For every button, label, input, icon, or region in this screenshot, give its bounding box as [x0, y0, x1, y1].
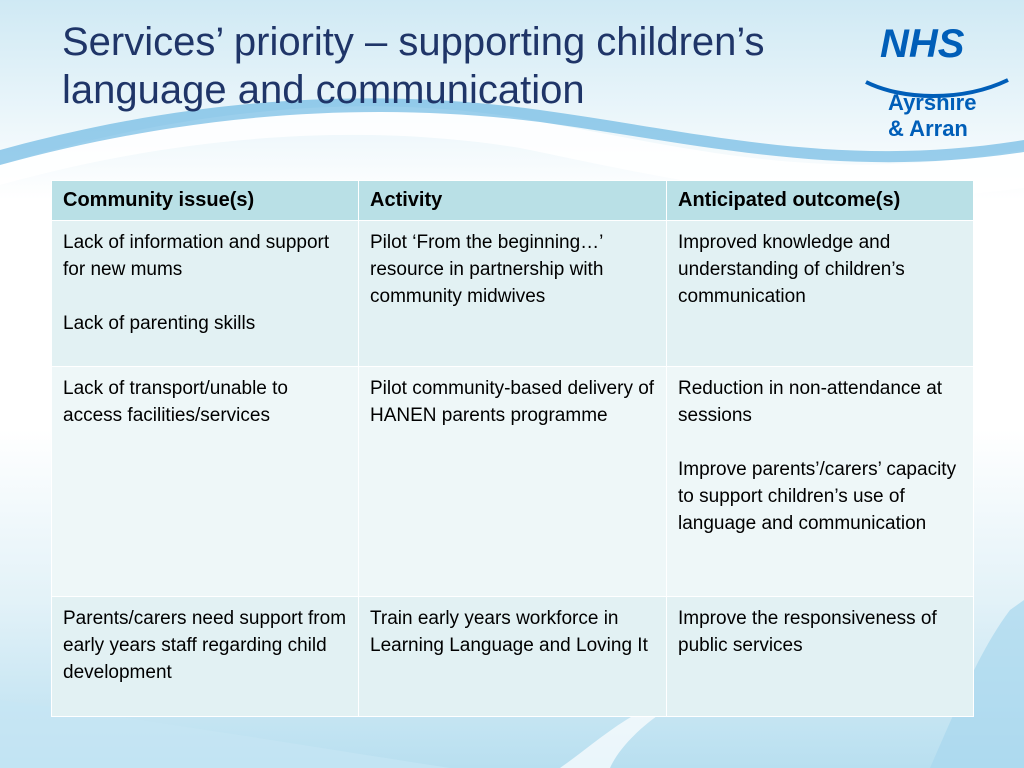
header-anticipated-outcome: Anticipated outcome(s)	[667, 181, 974, 221]
cell-text: Lack of parenting skills	[63, 313, 256, 334]
cell-activity	[359, 597, 667, 717]
table-header-row	[52, 181, 974, 221]
cell-issue	[52, 597, 359, 717]
cell-text: Parents/carers need support from early years staff regarding child development	[63, 608, 347, 683]
logo-arran: & Arran	[888, 116, 968, 141]
cell-outcome	[667, 367, 974, 597]
slide-title	[62, 18, 882, 114]
cell-text: Pilot ‘From the beginning…’ resource in partnership with community midwives	[370, 232, 604, 307]
cell-text: Improve the responsiveness of public services	[678, 608, 937, 656]
slide-title-line-2: language and communication	[62, 68, 585, 112]
nhs-ayrshire-arran-logo	[862, 22, 1012, 142]
priority-table	[51, 180, 974, 717]
cell-issue	[52, 367, 359, 597]
cell-text: Lack of information and support for new mums	[63, 232, 330, 280]
cell-text: Train early years workforce in Learning Language and Loving It	[370, 608, 648, 656]
nhs-logo-text: NHS	[880, 22, 965, 66]
cell-outcome	[667, 597, 974, 717]
cell-issue	[52, 221, 359, 367]
cell-outcome	[667, 221, 974, 367]
cell-text: Reduction in non-attendance at sessions	[678, 378, 943, 426]
cell-text: Improved knowledge and understanding of children’s communication	[678, 232, 905, 307]
cell-text: Pilot community-based delivery of HANEN parents programme	[370, 378, 655, 426]
header-activity: Activity	[359, 181, 667, 221]
cell-activity	[359, 221, 667, 367]
cell-text: Lack of transport/unable to access facilities/services	[63, 378, 288, 426]
cell-activity	[359, 367, 667, 597]
slide-title-line-1: Services’ priority – supporting children’s	[62, 20, 765, 64]
header-community-issue: Community issue(s)	[52, 181, 359, 221]
table-row	[52, 597, 974, 717]
cell-text: Improve parents’/carers’ capacity to support children’s use of language and communication	[678, 459, 957, 534]
table-row	[52, 367, 974, 597]
table-row	[52, 221, 974, 367]
logo-ayrshire: Ayrshire	[888, 90, 977, 115]
